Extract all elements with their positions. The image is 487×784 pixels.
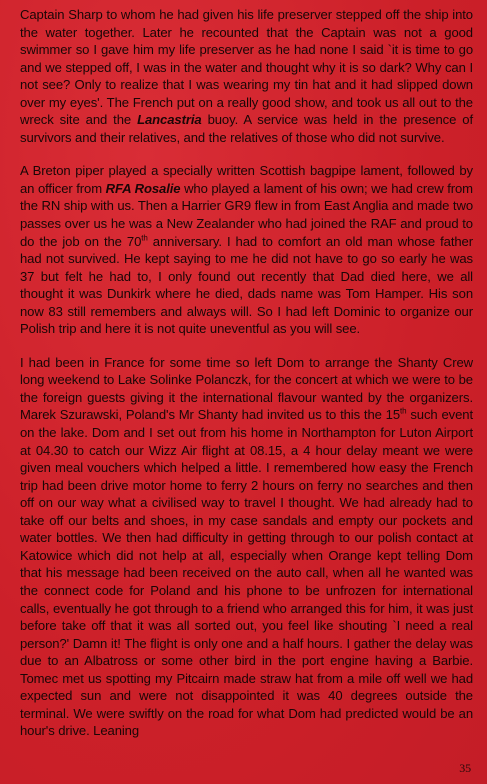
text-run: A Breton piper played a specially written Scottish bagpipe lament, followed by an officer from xyxy=(20,163,473,196)
paragraph xyxy=(20,354,473,740)
emphasized-name: Lancastria xyxy=(137,112,202,128)
text-run: who played a lament of his own; we had crew from the RN ship with us. Then a Harrier GR9 flew in from East Anglia and made two passes over us he was a New Zealander who had joined the RAF and proud to do the job on the 70 xyxy=(20,180,473,249)
body-text xyxy=(20,6,473,740)
page-number: 35 xyxy=(459,761,471,776)
ordinal-suffix: th xyxy=(400,407,407,417)
text-run: such event on the lake. Dom and I set out from his home in Northampton for Luton Airport at 04.30 to catch our Wizz Air flight at 08.15, a 4 hour delay meant we were given meal vouchers which helped a little. I remembered how easy the French trip had been drive motor home to ferry 2 hours on ferry no searches and then off on our way what a civilised way to travel I thought. We had already had to take off our belts and shoes, in my case sandals and empty our pockets and water bottles. We then had difficulty in getting through to our polish contact at Katowice which did not help at all, especially when Orange kept telling Dom that his message had been received on the auto call, when all he wanted was the connect code for Poland and his phone to be unfrozen for international calls, eventually he got through to a friend who arranged this for him, it was just before take off that it was all sorted out, you feel like shouting `I need a real person?' Damn it! The flight is only one and a half hours. I gather the delay was due to an Albatross or some other bird in the port engine having a Barbie. Tomec met us spotting my Pitcairn made straw hat from a mile off well we had expected sun and were not disappointed it was 40 degrees outside the terminal. We were swiftly on the road for what Dom had predicted would be an hour's drive. Leaning xyxy=(20,407,473,739)
emphasized-name: RFA Rosalie xyxy=(105,180,181,196)
ordinal-suffix: th xyxy=(141,233,148,243)
text-run: I had been in France for some time so left Dom to arrange the Shanty Crew long weekend to Lake Solinke Polanczk, for the concert at which we were to be the foreign guests giving it the international flavour wanted by the organizers. Marek Szurawski, Poland's Mr Shanty had invited us to this the 15 xyxy=(20,354,473,423)
paragraph xyxy=(20,6,473,146)
paragraph xyxy=(20,162,473,337)
text-run: buoy. A service was held in the presence of survivors and their relatives, and the relatives of those who did not survive. xyxy=(20,112,473,145)
text-run: anniversary. I had to comfort an old man whose father had not survived. He kept saying to me he did not have to go so early he was 37 but felt he had to, I only found out recently that Dad died here, we all thought it was Dunkirk where he died, dads name was Tom Hamper. His son now 83 still remembers and always will. So I had left Dominic to organize our Polish trip and here it is not quite uneventful as you will see. xyxy=(20,233,473,337)
text-run: Captain Sharp to whom he had given his life preserver stepped off the ship into the water together. Later he recounted that the Captain was not a good swimmer so I gave him my life preserver as he had none I said `it is time to go and we stepped off, I was in the water and thought why it is so dark? Why can I not see? Only to realize that I was wearing my tin hat and it had slipped down over my eyes'. The French put on a really good show, and took us all out to the wreck site and the xyxy=(20,7,473,128)
